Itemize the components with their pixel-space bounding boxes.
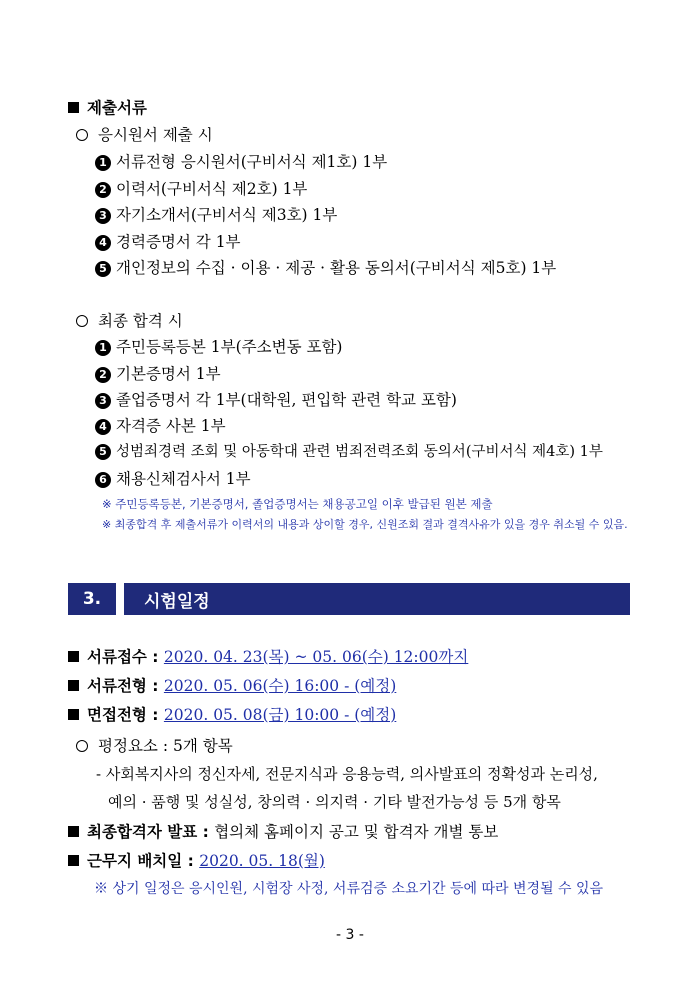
list-item: 3 졸업증명서 각 1부(대학원, 편입학 관련 학교 포함) [95, 390, 457, 410]
schedule-interview: 면접전형 : 2020. 05. 08(금) 10:00 - (예정) [68, 705, 396, 725]
number-1-icon: 1 [95, 155, 111, 171]
note-text: ※ 주민등록등본, 기본증명서, 졸업증명서는 채용공고일 이후 발급된 원본 제출 [102, 497, 493, 511]
number-3-icon: 3 [95, 393, 111, 409]
list-item: 2 이력서(구비서식 제2호) 1부 [95, 179, 307, 199]
list-item: 1 주민등록등본 1부(주소변동 포함) [95, 337, 342, 357]
section-number: 3. [68, 583, 116, 615]
square-bullet-icon [68, 102, 79, 113]
schedule-note: ※ 상기 일정은 응시인원, 시험장 사정, 서류검증 소요기간 등에 따라 변경될 수 있음 [94, 881, 604, 897]
note-text: ※ 최종합격 후 제출서류가 이력서의 내용과 상이할 경우, 신원조회 결과 결격사유가 있을 경우 취소될 수 있음. [102, 518, 628, 531]
number-5-icon: 5 [95, 444, 111, 460]
apply-subheading: 응시원서 제출 시 [76, 125, 213, 145]
circle-bullet-icon [76, 740, 88, 752]
list-item: 3 자기소개서(구비서식 제3호) 1부 [95, 205, 337, 225]
start-date: 2020. 05. 18(월) [199, 852, 325, 870]
list-item: 5 성범죄경력 조회 및 아동학대 관련 범죄전력조회 동의서(구비서식 제4호) 1부 [95, 442, 603, 462]
list-item: 1 서류전형 응시원서(구비서식 제1호) 1부 [95, 152, 387, 172]
schedule-receipt: 서류접수 : 2020. 04. 23(목) ~ 05. 06(수) 12:00까지 [68, 647, 468, 667]
schedule-announcement: 최종합격자 발표 : 협의체 홈페이지 공고 및 합격자 개별 통보 [68, 822, 498, 842]
list-item: 5 개인정보의 수집 · 이용 · 제공 · 활용 동의서(구비서식 제5호) 1부 [95, 258, 556, 278]
list-item: 4 자격증 사본 1부 [95, 416, 226, 436]
eval-line-2: 예의 · 품행 및 성실성, 창의력 · 의지력 · 기타 발전가능성 등 5개 항목 [108, 793, 561, 811]
schedule-doc-screening: 서류전형 : 2020. 05. 06(수) 16:00 - (예정) [68, 676, 396, 696]
number-1-icon: 1 [95, 340, 111, 356]
docs-heading: 제출서류 [68, 98, 147, 118]
interview-date: 2020. 05. 08(금) 10:00 - (예정) [163, 706, 397, 724]
square-bullet-icon [68, 709, 79, 720]
square-bullet-icon [68, 651, 79, 662]
receipt-date: 2020. 04. 23(목) ~ 05. 06(수) 12:00까지 [163, 648, 469, 666]
number-4-icon: 4 [95, 235, 111, 251]
eval-heading: 평정요소 : 5개 항목 [76, 736, 233, 756]
number-6-icon: 6 [95, 472, 111, 488]
section-title: 시험일정 [124, 583, 630, 615]
number-2-icon: 2 [95, 367, 111, 383]
final-subheading: 최종 합격 시 [76, 311, 183, 331]
schedule-start-date: 근무지 배치일 : 2020. 05. 18(월) [68, 851, 325, 871]
circle-bullet-icon [76, 129, 88, 141]
list-item: 2 기본증명서 1부 [95, 364, 221, 384]
number-5-icon: 5 [95, 261, 111, 277]
eval-line-1: - 사회복지사의 정신자세, 전문지식과 응용능력, 의사발표의 정확성과 논리성, [96, 765, 598, 783]
circle-bullet-icon [76, 315, 88, 327]
square-bullet-icon [68, 826, 79, 837]
page-number: - 3 - [336, 927, 364, 943]
doc-screening-date: 2020. 05. 06(수) 16:00 - (예정) [163, 677, 397, 695]
square-bullet-icon [68, 855, 79, 866]
number-2-icon: 2 [95, 182, 111, 198]
list-item: 6 채용신체검사서 1부 [95, 469, 251, 489]
square-bullet-icon [68, 680, 79, 691]
number-3-icon: 3 [95, 208, 111, 224]
number-4-icon: 4 [95, 419, 111, 435]
list-item: 4 경력증명서 각 1부 [95, 232, 241, 252]
